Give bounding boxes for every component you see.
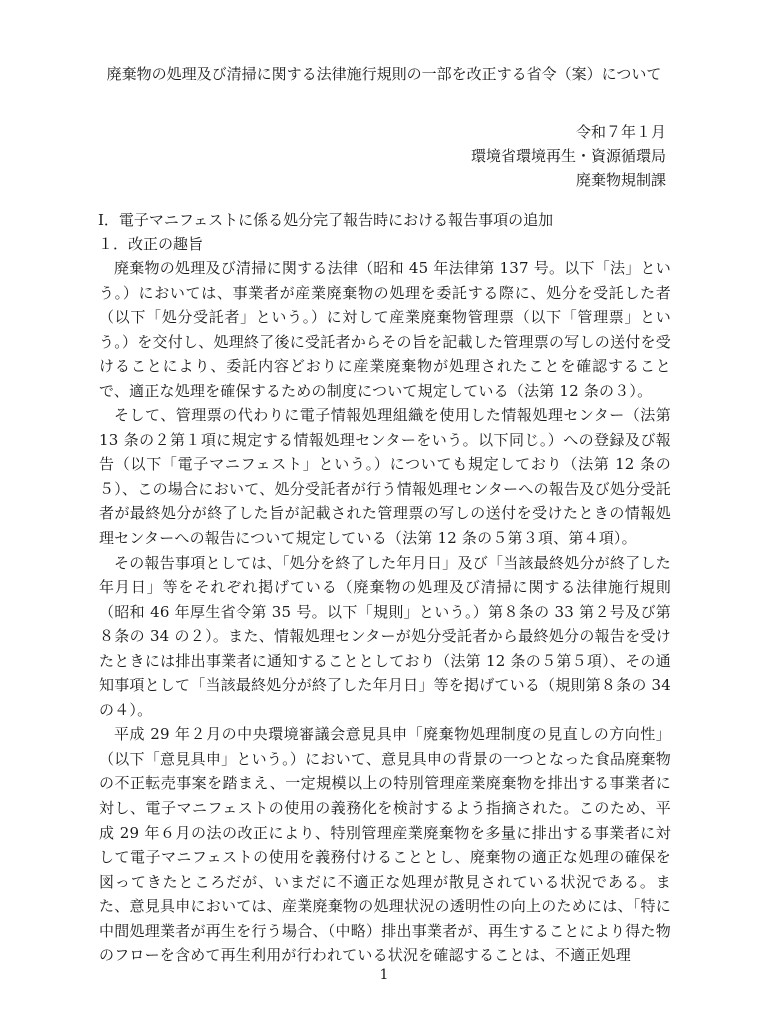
- issuing-division: 廃棄物規制課: [575, 171, 666, 189]
- document-date: 令和７年１月: [575, 123, 666, 141]
- paragraph: 平成 29 年２月の中央環境審議会意見具申「廃棄物処理制度の見直しの方向性」（以下「意見具申」という。）において、意見具申の背景の一つとなった食品廃棄物の不正転売事案を踏まえ、一定規模以上の特別管理産業廃棄物を排出する事業者に対し、電子マニフェストの使用の義務化を検討するよう指摘された。このため、平成 29 年６月の法の改正により、特別管理産業廃棄物を多量に排出する事業者に対して電子マニフェストの使用を義務付けることとし、廃棄物の適正な処理の確保を図ってきたところだが、いまだに不適正な処理が散見されている状況である。また、意見具申においては、産業廃棄物の処理状況の透明性の向上のためには、「特に中間処理業者が再生を行う場合、（中略）排出事業者が、再生することにより得た物のフローを含めて再生利用が行われている状況を確認することは、不適正処理: [99, 725, 671, 965]
- paragraph: その報告事項としては、「処分を終了した年月日」及び「当該最終処分が終了した年月日」等をそれぞれ掲げている（廃棄物の処理及び清掃に関する法律施行規則（昭和 46 年厚生省令第 35 号。以下「規則」という。）第８条の 33 第２号及び第８条の 34 の２）。また、情報処理センターが処分受託者から最終処分の報告を受けたときには排出事業者に通知することとしており（法第 12 条の５第５項）、その通知事項として「当該最終処分が終了した年月日」等を掲げている（規則第８条の 34 の４）。: [99, 553, 671, 719]
- document-meta: [471, 120, 666, 192]
- paragraph: そして、管理票の代わりに電子情報処理組織を使用した情報処理センター（法第 13 条の２第１項に規定する情報処理センターをいう。以下同じ。）への登録及び報告（以下「電子マニフェスト」という。）についても規定しており（法第 12 条の５）、この場合において、処分受託者が行う情報処理センターへの報告及び処分受託者が最終処分が終了した旨が記載された管理票の写しの送付を受けたときの情報処理センターへの報告について規定している（法第 12 条の５第３項、第４項）。: [99, 406, 671, 548]
- paragraph: 廃棄物の処理及び清掃に関する法律（昭和 45 年法律第 137 号。以下「法」という。）においては、事業者が産業廃棄物の処理を委託する際に、処分を受託した者（以下「処分受託者」という。）に対して産業廃棄物管理票（以下「管理票」という。）を交付し、処理終了後に受託者からその旨を記載した管理票の写しの送付を受けることにより、委託内容どおりに産業廃棄物が処理されたことを確認することで、適正な処理を確保するための制度について規定している（法第 12 条の３）。: [99, 259, 671, 400]
- page-number: 1: [379, 967, 389, 983]
- subsection-heading: １．改正の趣旨: [98, 235, 204, 253]
- issuing-bureau: 環境省環境再生・資源循環局: [470, 147, 666, 165]
- body-text: [99, 256, 671, 968]
- section-heading: Ⅰ．電子マニフェストに係る処分完了報告時における報告事項の追加: [98, 211, 554, 229]
- document-title: 廃棄物の処理及び清掃に関する法律施行規則の一部を改正する省令（案）について: [106, 65, 662, 83]
